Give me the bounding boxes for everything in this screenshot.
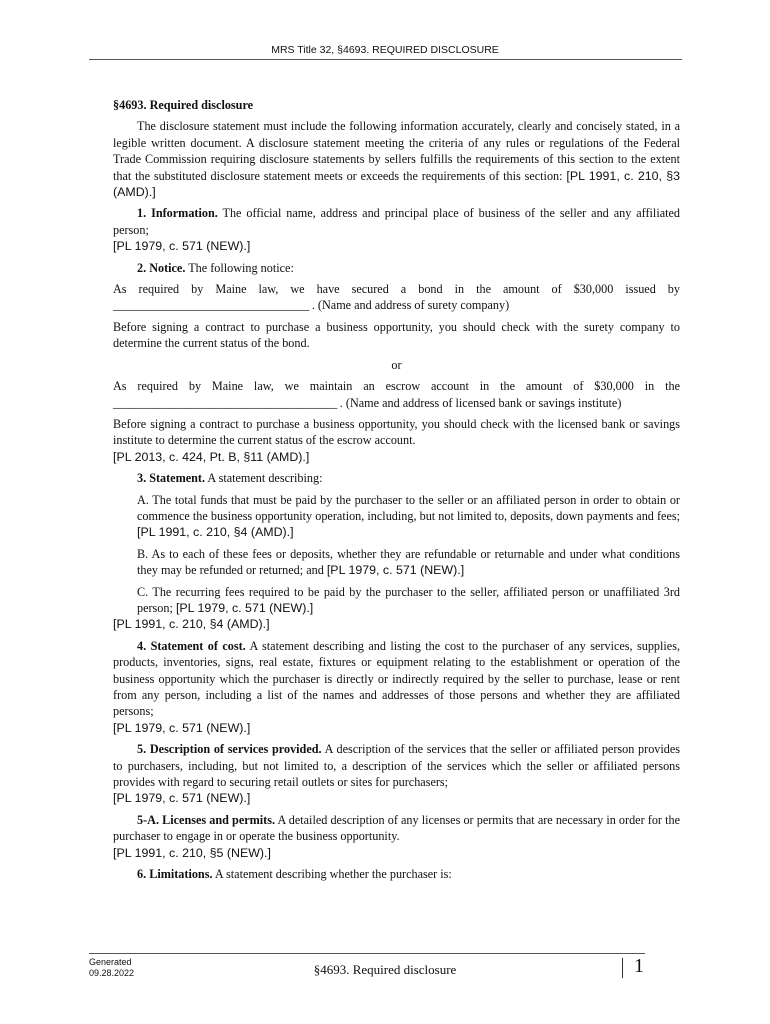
subsection-2 <box>113 260 680 276</box>
history-note: [PL 1991, c. 210, §4 (AMD).] <box>137 525 294 540</box>
page-number: 1 <box>634 955 644 977</box>
subsection-1 <box>113 205 680 238</box>
subsection-6 <box>113 866 680 882</box>
subsection-heading: 1. Information. <box>137 206 218 221</box>
history-note: [PL 1991, c. 210, §4 (AMD).] <box>113 617 270 632</box>
subsection-text: A statement describing whether the purchaser is: <box>214 867 452 882</box>
escrow-notice-tail: . (Name and address of licensed bank or savings institute) <box>339 395 622 410</box>
escrow-notice <box>113 378 680 411</box>
bond-blank-line: ___________________________________ <box>113 298 309 313</box>
paragraph-a <box>113 492 680 541</box>
paragraph-text: A. The total funds that must be paid by the purchaser to the seller or an affiliated person in order to obtain or commence the business opportunity operation, including, but not limited to, deposits, down payments and fees; <box>137 492 680 523</box>
subsection-5a <box>113 812 680 845</box>
subsection-heading: 2. Notice. <box>137 260 186 275</box>
subsection-3 <box>113 470 680 486</box>
generated-date: 09.28.2022 <box>89 968 135 978</box>
running-header: MRS Title 32, §4693. REQUIRED DISCLOSURE <box>271 44 499 56</box>
escrow-blank-line: ________________________________________ <box>113 395 337 410</box>
escrow-notice-text: As required by Maine law, we maintain an escrow account in the amount of $30,000 in the <box>113 379 680 394</box>
header-rule <box>89 59 682 60</box>
footer-rule <box>89 953 645 954</box>
subsection-heading: 5-A. Licenses and permits. <box>137 812 276 827</box>
subsection-text: A description of the services that the seller or affiliated person provides to purchasers, including, but not limited to, a description of the services which the seller or affiliated persons provides with regard to securing retail outlets or sites for purchasers; <box>113 742 681 790</box>
subsection-heading: 3. Statement. <box>137 471 206 486</box>
footer-divider <box>622 958 623 978</box>
subsection-text: The official name, address and principal place of business of the seller and any affiliated person; <box>113 206 680 237</box>
subsection-text: A statement describing: <box>207 471 323 486</box>
or-separator: or <box>391 357 402 372</box>
section-intro <box>113 118 680 200</box>
escrow-check-text: Before signing a contract to purchase a business opportunity, you should check with the licensed bank or savings institute to determine the current status of the escrow account. <box>113 416 680 448</box>
bond-notice-text: As required by Maine law, we have secured a bond in the amount of $30,000 issued by <box>113 282 680 297</box>
paragraph-c <box>113 584 680 617</box>
bond-notice <box>113 281 680 314</box>
history-note: [PL 1991, c. 210, §5 (NEW).] <box>113 845 271 860</box>
generated-label: Generated <box>89 957 132 967</box>
paragraph-text: B. As to each of these fees or deposits, whether they are refundable or returnable and under what conditions they may be refunded or returned; and <box>137 546 680 578</box>
subsection-heading: 4. Statement of cost. <box>137 638 246 653</box>
subsection-text: A detailed description of any licenses or permits that are necessary in order for the purchaser to engage in or operate the business opportunity. <box>113 812 680 844</box>
bond-notice-tail: . (Name and address of surety company) <box>311 298 510 313</box>
bond-check-text: Before signing a contract to purchase a business opportunity, you should check with the surety company to determine the current status of the bond. <box>113 319 680 351</box>
history-note: [PL 1991, c. 210, §3 (AMD).] <box>113 168 681 200</box>
paragraph-text: C. The recurring fees required to be paid by the purchaser to the seller, affiliated person or unaffiliated 3rd person; <box>137 584 680 615</box>
subsection-heading: 6. Limitations. <box>137 867 213 882</box>
subsection-4 <box>113 638 680 720</box>
subsection-5 <box>113 741 680 790</box>
history-note: [PL 1979, c. 571 (NEW).] <box>175 600 314 615</box>
section-intro-text: The disclosure statement must include the following information accurately, clearly and concisely stated, in a legible written document. A disclosure statement meeting the criteria of any rules or regulations of the Federal Trade Commission requiring disclosure statements by sellers fulfills the requirements of this section to the extent that the substituted disclosure statement meets or exceeds the requirements of this section: <box>113 119 680 183</box>
section-heading: §4693. Required disclosure <box>113 98 254 112</box>
history-note: [PL 1979, c. 571 (NEW).] <box>113 720 251 735</box>
document-body <box>113 97 680 887</box>
paragraph-b <box>113 546 680 579</box>
subsection-text: The following notice: <box>188 260 294 275</box>
subsection-heading: 5. Description of services provided. <box>137 742 322 757</box>
footer-title: §4693. Required disclosure <box>313 962 457 977</box>
history-note: [PL 1979, c. 571 (NEW).] <box>113 791 251 806</box>
subsection-text: A statement describing and listing the cost to the purchaser of any services, supplies, products, inventories, signs, real estate, fixtures or equipment relating to the establishment or operation of the business opportunity which the purchaser is directly or indirectly required by the seller to purchase, lease or rent from any person, including a list of the names and addresses of those persons and whether they are affiliated persons; <box>113 638 680 719</box>
history-note: [PL 2013, c. 424, Pt. B, §11 (AMD).] <box>113 449 310 464</box>
history-note: [PL 1979, c. 571 (NEW).] <box>113 239 251 254</box>
history-note: [PL 1979, c. 571 (NEW).] <box>326 563 465 578</box>
